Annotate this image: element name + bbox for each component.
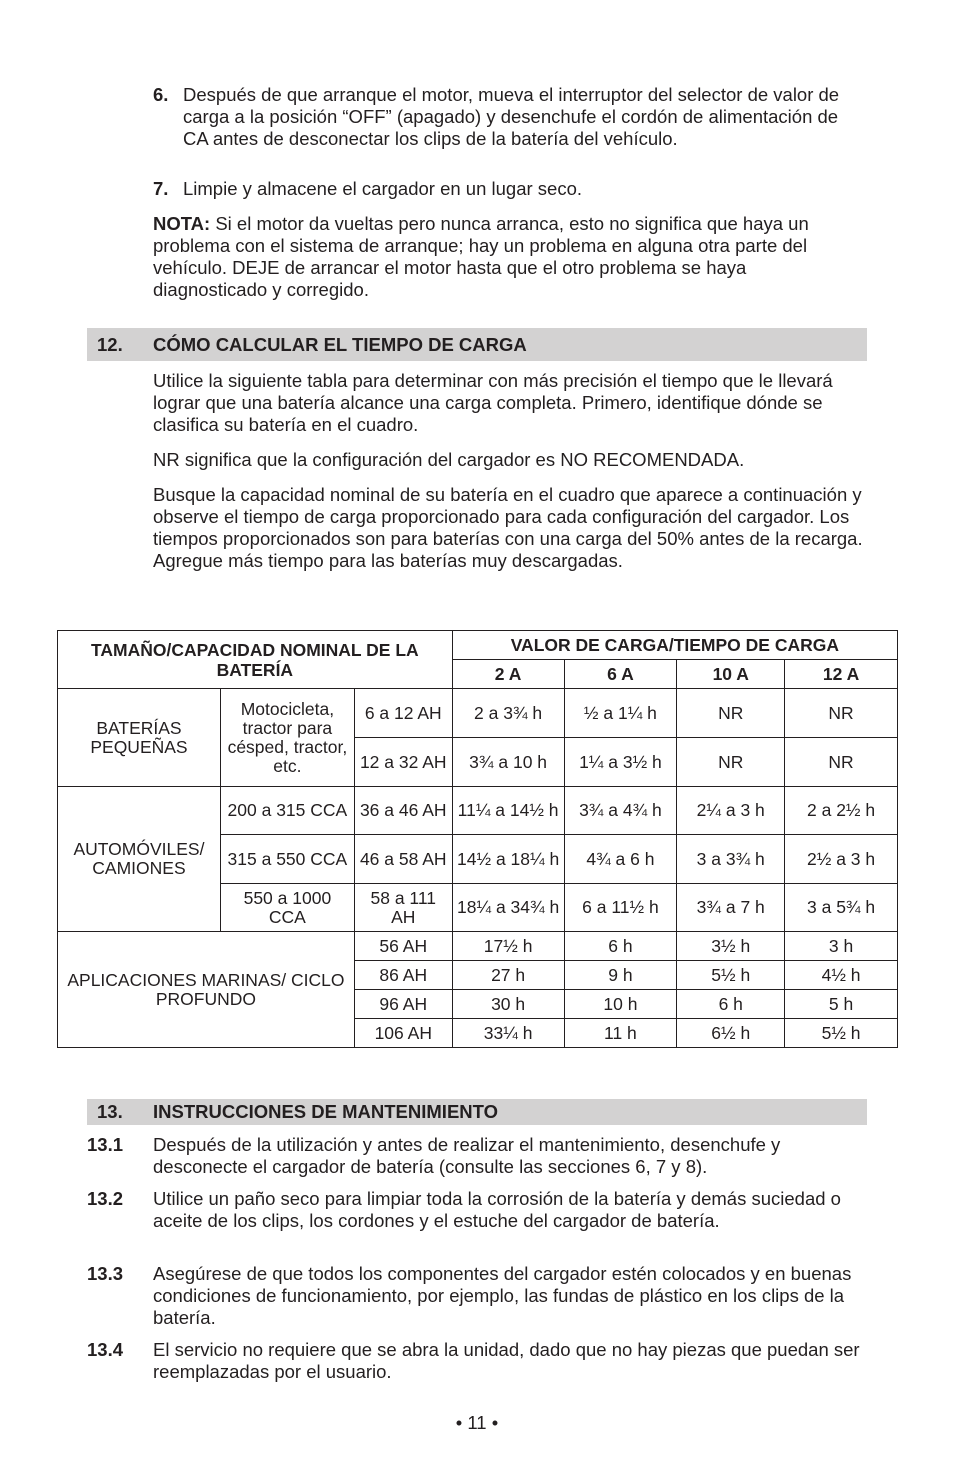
capacity-cell: 12 a 32 AH: [354, 738, 452, 787]
time-cell: 9 h: [564, 961, 677, 990]
step-number: 6.: [153, 84, 169, 105]
time-cell: 6½ h: [677, 1019, 785, 1048]
time-cell: 11¼ a 14½ h: [452, 787, 564, 835]
small-battery-type: Motocicleta, tractor para césped, tractor, etc.: [220, 689, 354, 787]
time-cell: 3½ h: [677, 932, 785, 961]
time-cell: 1¼ a 3½ h: [564, 738, 677, 787]
section-title: INSTRUCCIONES DE MANTENIMIENTO: [153, 1101, 499, 1122]
item-number: 13.4: [87, 1339, 124, 1360]
item-number: 13.3: [87, 1263, 124, 1284]
rate-10a: 10 A: [677, 660, 785, 689]
cca-cell: 550 a 1000 CCA: [220, 884, 354, 932]
item-text: Asegúrese de que todos los componentes del cargador estén colocados y en buenas condiciones de funcionamiento, por ejemplo, las fundas de plástico en los clips de la batería.: [153, 1263, 852, 1328]
time-cell: 3 a 5¾ h: [785, 884, 898, 932]
item-text: Después de la utilización y antes de realizar el mantenimiento, desenchufe y desconecte el cargador de batería (consulte las secciones 6, 7 y 8).: [153, 1134, 781, 1177]
time-cell: 6 h: [564, 932, 677, 961]
section-12-nr-note: NR significa que la configuración del cargador es NO RECOMENDADA.: [153, 449, 745, 470]
header-charge-rate: VALOR DE CARGA/TIEMPO DE CARGA: [452, 631, 897, 660]
time-cell: 10 h: [564, 990, 677, 1019]
time-cell: NR: [677, 689, 785, 738]
rate-6a: 6 A: [564, 660, 677, 689]
time-cell: 4½ h: [785, 961, 898, 990]
section-13-header: [87, 1099, 867, 1125]
step-text: Limpie y almacene el cargador en un lugar seco.: [183, 178, 583, 199]
time-cell: NR: [785, 738, 898, 787]
header-battery-size: TAMAÑO/CAPACIDAD NOMINAL DE LA BATERÍA: [58, 631, 453, 689]
section-number: 13.: [97, 1101, 123, 1122]
capacity-cell: 56 AH: [354, 932, 452, 961]
group-automobiles: AUTOMÓVILES/ CAMIONES: [58, 787, 221, 932]
table-row: [58, 932, 898, 961]
time-cell: 33¼ h: [452, 1019, 564, 1048]
capacity-cell: 96 AH: [354, 990, 452, 1019]
note-text: Si el motor da vueltas pero nunca arranca, esto no significa que haya un problema con el sistema de arranque; hay un problema en alguna otra parte del vehículo. DEJE de arrancar el motor hasta que el otro problema se haya diagnosticado y corregido.: [153, 213, 809, 300]
time-cell: 2 a 3¾ h: [452, 689, 564, 738]
time-cell: 6 h: [677, 990, 785, 1019]
group-small-batteries: BATERÍAS PEQUEÑAS: [58, 689, 221, 787]
charge-time-table: [57, 630, 898, 1048]
page-number: • 11 •: [455, 1412, 499, 1433]
time-cell: 3 a 3¾ h: [677, 835, 785, 884]
capacity-cell: 36 a 46 AH: [354, 787, 452, 835]
time-cell: 14½ a 18¼ h: [452, 835, 564, 884]
rate-2a: 2 A: [452, 660, 564, 689]
time-cell: 3¾ a 4¾ h: [564, 787, 677, 835]
capacity-cell: 46 a 58 AH: [354, 835, 452, 884]
time-cell: 3¾ a 7 h: [677, 884, 785, 932]
section-title: CÓMO CALCULAR EL TIEMPO DE CARGA: [153, 334, 527, 355]
capacity-cell: 106 AH: [354, 1019, 452, 1048]
table-row: [58, 689, 898, 738]
time-cell: 2½ a 3 h: [785, 835, 898, 884]
time-cell: ½ a 1¼ h: [564, 689, 677, 738]
table-row: [58, 787, 898, 835]
time-cell: 4¾ a 6 h: [564, 835, 677, 884]
capacity-cell: 58 a 111 AH: [354, 884, 452, 932]
time-cell: NR: [785, 689, 898, 738]
time-cell: 2 a 2½ h: [785, 787, 898, 835]
time-cell: NR: [677, 738, 785, 787]
time-cell: 18¼ a 34¾ h: [452, 884, 564, 932]
item-text: Utilice un paño seco para limpiar toda la corrosión de la batería y demás suciedad o aceite de los clips, los cordones y el estuche del cargador de batería.: [153, 1188, 841, 1231]
time-cell: 5½ h: [785, 1019, 898, 1048]
capacity-cell: 86 AH: [354, 961, 452, 990]
time-cell: 2¼ a 3 h: [677, 787, 785, 835]
time-cell: 30 h: [452, 990, 564, 1019]
section-12-instructions: Busque la capacidad nominal de su batería en el cuadro que aparece a continuación y observe el tiempo de carga proporcionado para cada configuración del cargador. Los tiempos proporcionados son para baterías con una carga del 50% antes de la recarga. Agregue más tiempo para las baterías muy descargadas.: [153, 484, 863, 571]
cca-cell: 200 a 315 CCA: [220, 787, 354, 835]
note-label: NOTA:: [153, 213, 211, 234]
section-number: 12.: [97, 334, 123, 355]
time-cell: 11 h: [564, 1019, 677, 1048]
time-cell: 5½ h: [677, 961, 785, 990]
section-12-header: [87, 328, 867, 361]
time-cell: 6 a 11½ h: [564, 884, 677, 932]
item-text: El servicio no requiere que se abra la unidad, dado que no hay piezas que puedan ser reemplazadas por el usuario.: [153, 1339, 860, 1382]
section-12-intro: Utilice la siguiente tabla para determinar con más precisión el tiempo que le llevará lograr que una batería alcance una carga completa. Primero, identifique dónde se clasifica su batería en el cuadro.: [153, 370, 833, 435]
time-cell: 3¾ a 10 h: [452, 738, 564, 787]
group-marine: APLICACIONES MARINAS/ CICLO PROFUNDO: [58, 932, 355, 1048]
step-number: 7.: [153, 178, 169, 199]
step-text: Después de que arranque el motor, mueva el interruptor del selector de valor de carga a la posición “OFF” (apagado) y desenchufe el cordón de alimentación de CA antes de desconectar los clips de la batería del vehículo.: [183, 84, 840, 149]
note-paragraph: [153, 213, 863, 301]
item-number: 13.1: [87, 1134, 124, 1155]
item-number: 13.2: [87, 1188, 124, 1209]
rate-12a: 12 A: [785, 660, 898, 689]
time-cell: 3 h: [785, 932, 898, 961]
time-cell: 27 h: [452, 961, 564, 990]
cca-cell: 315 a 550 CCA: [220, 835, 354, 884]
time-cell: 5 h: [785, 990, 898, 1019]
time-cell: 17½ h: [452, 932, 564, 961]
capacity-cell: 6 a 12 AH: [354, 689, 452, 738]
